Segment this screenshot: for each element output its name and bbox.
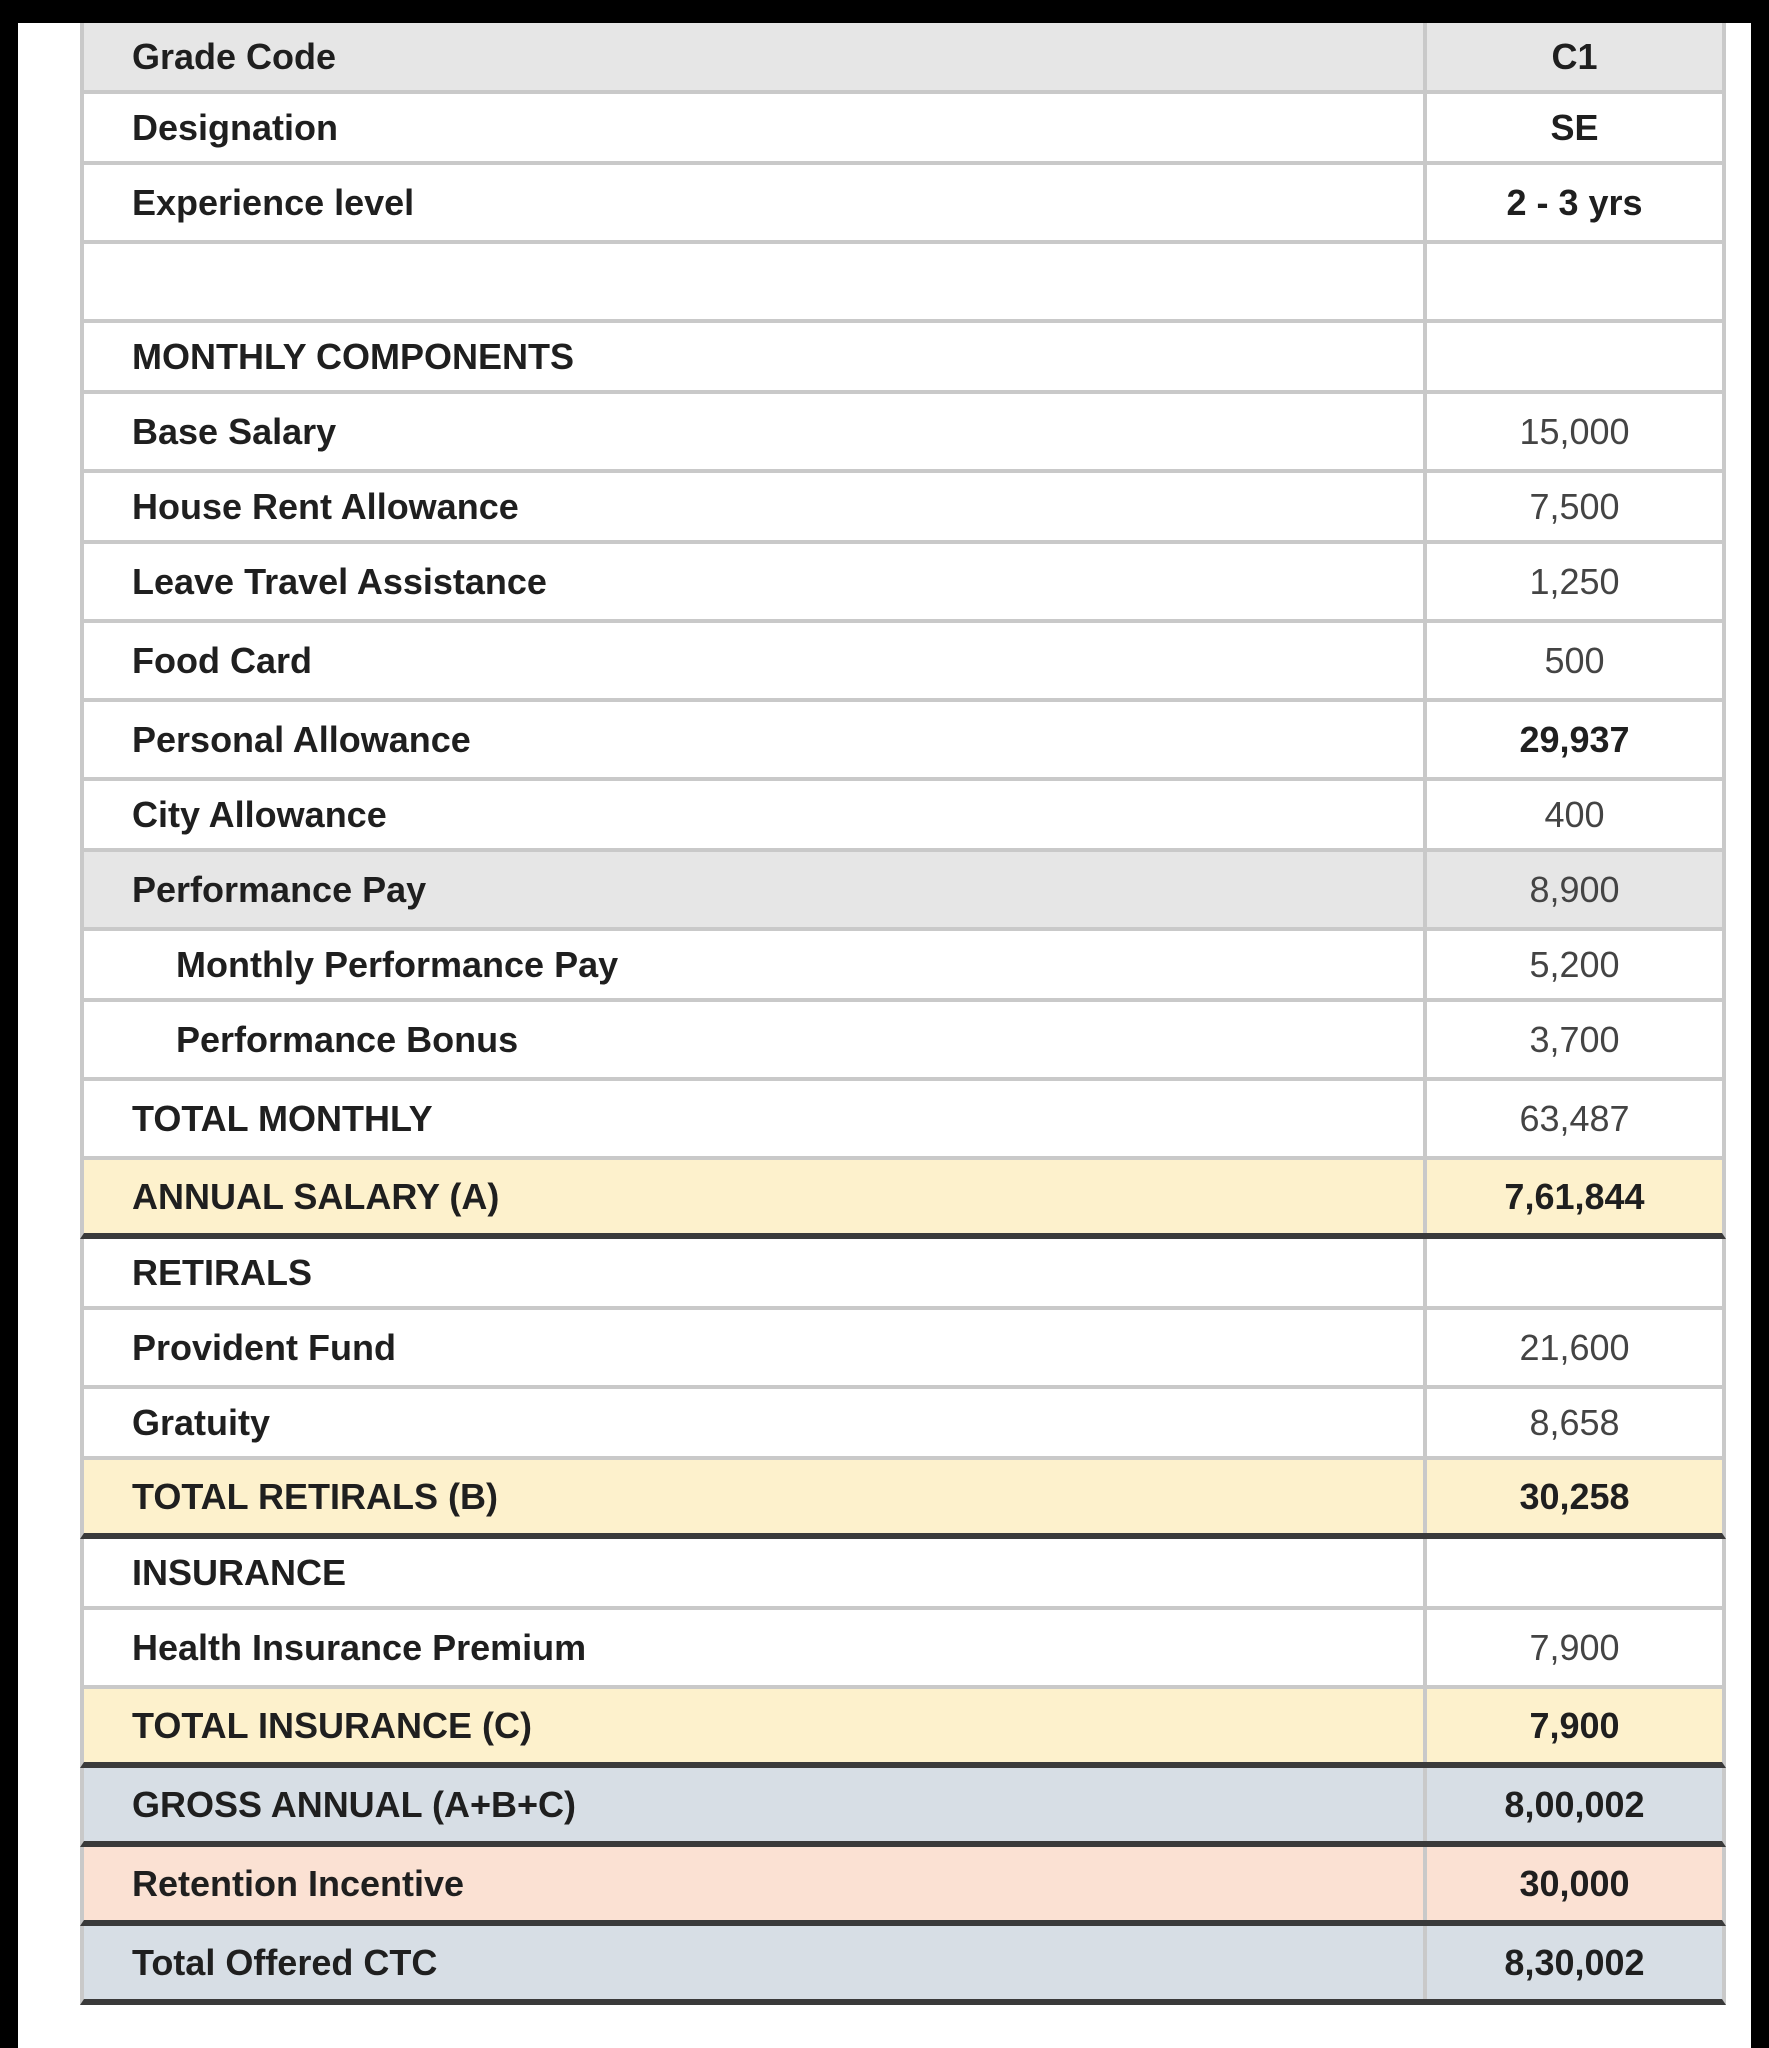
- row-label: House Rent Allowance: [84, 473, 1427, 540]
- table-row-gross-annual: [80, 1768, 1726, 1847]
- row-value: 7,500: [1529, 485, 1620, 527]
- row-label: Personal Allowance: [84, 702, 1427, 777]
- row-value: 3,700: [1529, 1018, 1620, 1060]
- row-label: Designation: [84, 94, 1427, 161]
- table-row-monthly-performance-pay: [80, 931, 1726, 1002]
- row-value: [1427, 244, 1722, 319]
- row-label: Total Offered CTC: [84, 1926, 1427, 1999]
- ctc-table: [80, 23, 1726, 2005]
- row-label: Experience level: [84, 165, 1427, 240]
- table-row-total-insurance: [80, 1689, 1726, 1768]
- row-label: [84, 244, 1427, 319]
- row-label: City Allowance: [84, 781, 1427, 848]
- row-value: [1427, 1539, 1722, 1606]
- row-value: 8,30,002: [1504, 1941, 1645, 1983]
- table-row-total-retirals: [80, 1460, 1726, 1539]
- row-label: Provident Fund: [84, 1310, 1427, 1385]
- table-row-insurance: [80, 1539, 1726, 1610]
- row-label: Food Card: [84, 623, 1427, 698]
- row-value: 400: [1544, 793, 1605, 835]
- row-value: 8,658: [1529, 1401, 1620, 1443]
- table-row-performance-pay: [80, 852, 1726, 931]
- row-value: 21,600: [1519, 1326, 1630, 1368]
- table-row-leave-travel-assistance: [80, 544, 1726, 623]
- document-sheet: [18, 23, 1751, 2048]
- row-value: 7,900: [1529, 1704, 1620, 1746]
- section-heading: RETIRALS: [84, 1239, 1427, 1306]
- row-label: Base Salary: [84, 394, 1427, 469]
- row-label: GROSS ANNUAL (A+B+C): [84, 1768, 1427, 1841]
- row-value: [1427, 1239, 1722, 1306]
- table-row-gratuity: [80, 1389, 1726, 1460]
- table-row-house-rent-allowance: [80, 473, 1726, 544]
- table-row-total-offered-ctc: [80, 1926, 1726, 2005]
- table-row-performance-bonus: [80, 1002, 1726, 1081]
- row-label: TOTAL MONTHLY: [84, 1081, 1427, 1156]
- row-value: 500: [1544, 639, 1605, 681]
- row-label: Performance Pay: [84, 852, 1427, 927]
- table-row-grade-code: [80, 23, 1726, 94]
- table-row-retention-incentive: [80, 1847, 1726, 1926]
- table-row-annual-salary: [80, 1160, 1726, 1239]
- table-row-total-monthly: [80, 1081, 1726, 1160]
- row-label: Leave Travel Assistance: [84, 544, 1427, 619]
- row-label: ANNUAL SALARY (A): [84, 1160, 1427, 1233]
- row-label: TOTAL RETIRALS (B): [84, 1460, 1427, 1533]
- table-row-provident-fund: [80, 1310, 1726, 1389]
- row-value: 15,000: [1519, 410, 1630, 452]
- row-label: Performance Bonus: [84, 1002, 1427, 1077]
- table-row-food-card: [80, 623, 1726, 702]
- row-value: 1,250: [1529, 560, 1620, 602]
- row-value: 2 - 3 yrs: [1506, 181, 1643, 223]
- row-value: 30,258: [1519, 1475, 1630, 1517]
- row-value: C1: [1551, 35, 1598, 77]
- row-label: Retention Incentive: [84, 1847, 1427, 1920]
- row-label: Health Insurance Premium: [84, 1610, 1427, 1685]
- table-row-blank: [80, 244, 1726, 323]
- row-value: 29,937: [1519, 718, 1630, 760]
- row-value: [1427, 323, 1722, 390]
- section-heading: INSURANCE: [84, 1539, 1427, 1606]
- table-row-designation: [80, 94, 1726, 165]
- table-row-experience-level: [80, 165, 1726, 244]
- table-row-retirals: [80, 1239, 1726, 1310]
- row-label: TOTAL INSURANCE (C): [84, 1689, 1427, 1762]
- row-value: 5,200: [1529, 943, 1620, 985]
- row-value: 8,900: [1529, 868, 1620, 910]
- table-row-city-allowance: [80, 781, 1726, 852]
- row-value: 7,900: [1529, 1626, 1620, 1668]
- row-label: Grade Code: [84, 23, 1427, 90]
- row-label: Gratuity: [84, 1389, 1427, 1456]
- row-value: SE: [1550, 106, 1599, 148]
- table-row-health-insurance-premium: [80, 1610, 1726, 1689]
- row-value: 63,487: [1519, 1097, 1630, 1139]
- table-row-personal-allowance: [80, 702, 1726, 781]
- table-row-monthly-components: [80, 323, 1726, 394]
- row-value: 7,61,844: [1504, 1175, 1645, 1217]
- row-label: Monthly Performance Pay: [84, 931, 1427, 998]
- section-heading: MONTHLY COMPONENTS: [84, 323, 1427, 390]
- table-row-base-salary: [80, 394, 1726, 473]
- row-value: 30,000: [1519, 1862, 1630, 1904]
- row-value: 8,00,002: [1504, 1783, 1645, 1825]
